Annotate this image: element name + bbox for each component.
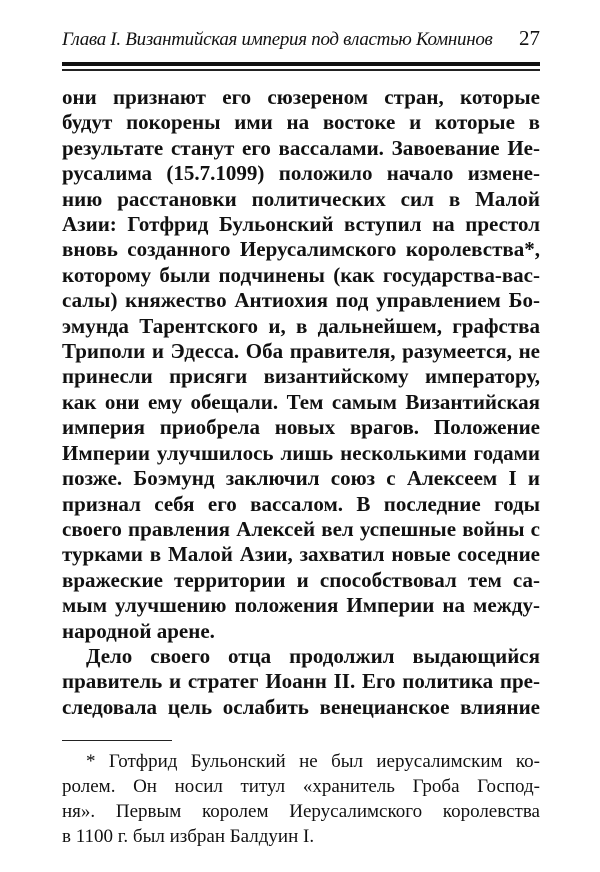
text-line: Триполи и Эдесса. Оба правителя, разумеется, не <box>62 339 540 364</box>
text-line: Азии: Готфрид Бульонский вступил на престол <box>62 212 540 237</box>
footnote-line: ролем. Он носил титул «хранитель Гроба Господ- <box>62 776 540 797</box>
text-line: вновь созданного Иерусалимского королевства*, <box>62 237 540 262</box>
text-line: Империи улучшилось лишь несколькими годами <box>62 440 540 465</box>
text-line: мым улучшению положения Империи на между- <box>62 593 540 618</box>
text-line: будут покорены ими на востоке и которые в <box>62 110 540 135</box>
text-line: Дело своего отца продолжил выдающийся <box>86 643 540 668</box>
text-line: которому были подчинены (как государства-вас- <box>62 262 540 287</box>
header-rule-thick <box>62 62 540 66</box>
text-line: салы) княжество Антиохия под управлением Бо- <box>62 288 540 313</box>
text-line: как они ему обещали. Тем самым Византийская <box>62 389 540 414</box>
chapter-title: Глава I. Византийская империя под властью Комнинов <box>62 29 493 50</box>
text-line: результате станут его вассалами. Завоевание Ие- <box>62 135 540 160</box>
text-line: русалима (15.7.1099) положило начало измене- <box>62 161 540 186</box>
text-line: народной арене. <box>62 618 215 643</box>
text-line: признал себя его вассалом. В последние годы <box>62 491 540 516</box>
header-rule-thin <box>62 69 540 71</box>
body-text <box>62 85 540 720</box>
text-line: правитель и стратег Иоанн II. Его политика пре- <box>62 669 540 694</box>
running-header <box>62 24 540 54</box>
text-line: нию расстановки политических сил в Малой <box>62 186 540 211</box>
text-line: позже. Боэмунд заключил союз с Алексеем I и <box>62 466 540 491</box>
text-line: империя приобрела новых врагов. Положение <box>62 415 540 440</box>
footnote-line: в 1100 г. был избран Балдуин I. <box>62 826 315 847</box>
text-line: эмунда Тарентского и, в дальнейшем, графства <box>62 313 540 338</box>
footnote-rule <box>62 740 172 741</box>
footnote-line: * Готфрид Бульонский не был иерусалимским ко- <box>86 751 540 772</box>
text-line: своего правления Алексей вел успешные войны с <box>62 516 540 541</box>
page-number: 27 <box>519 26 540 50</box>
text-line: вражеские территории и способствовал тем са- <box>62 567 540 592</box>
text-line: турками в Малой Азии, захватил новые соседние <box>62 542 540 567</box>
footnote <box>62 749 540 849</box>
text-line: они признают его сюзереном стран, которые <box>62 85 540 109</box>
text-line: принесли присяги византийскому императору, <box>62 364 540 389</box>
footnote-line: ня». Первым королем Иерусалимского королевства <box>62 801 540 822</box>
text-line: следовала цель ослабить венецианское влияние <box>62 694 540 719</box>
